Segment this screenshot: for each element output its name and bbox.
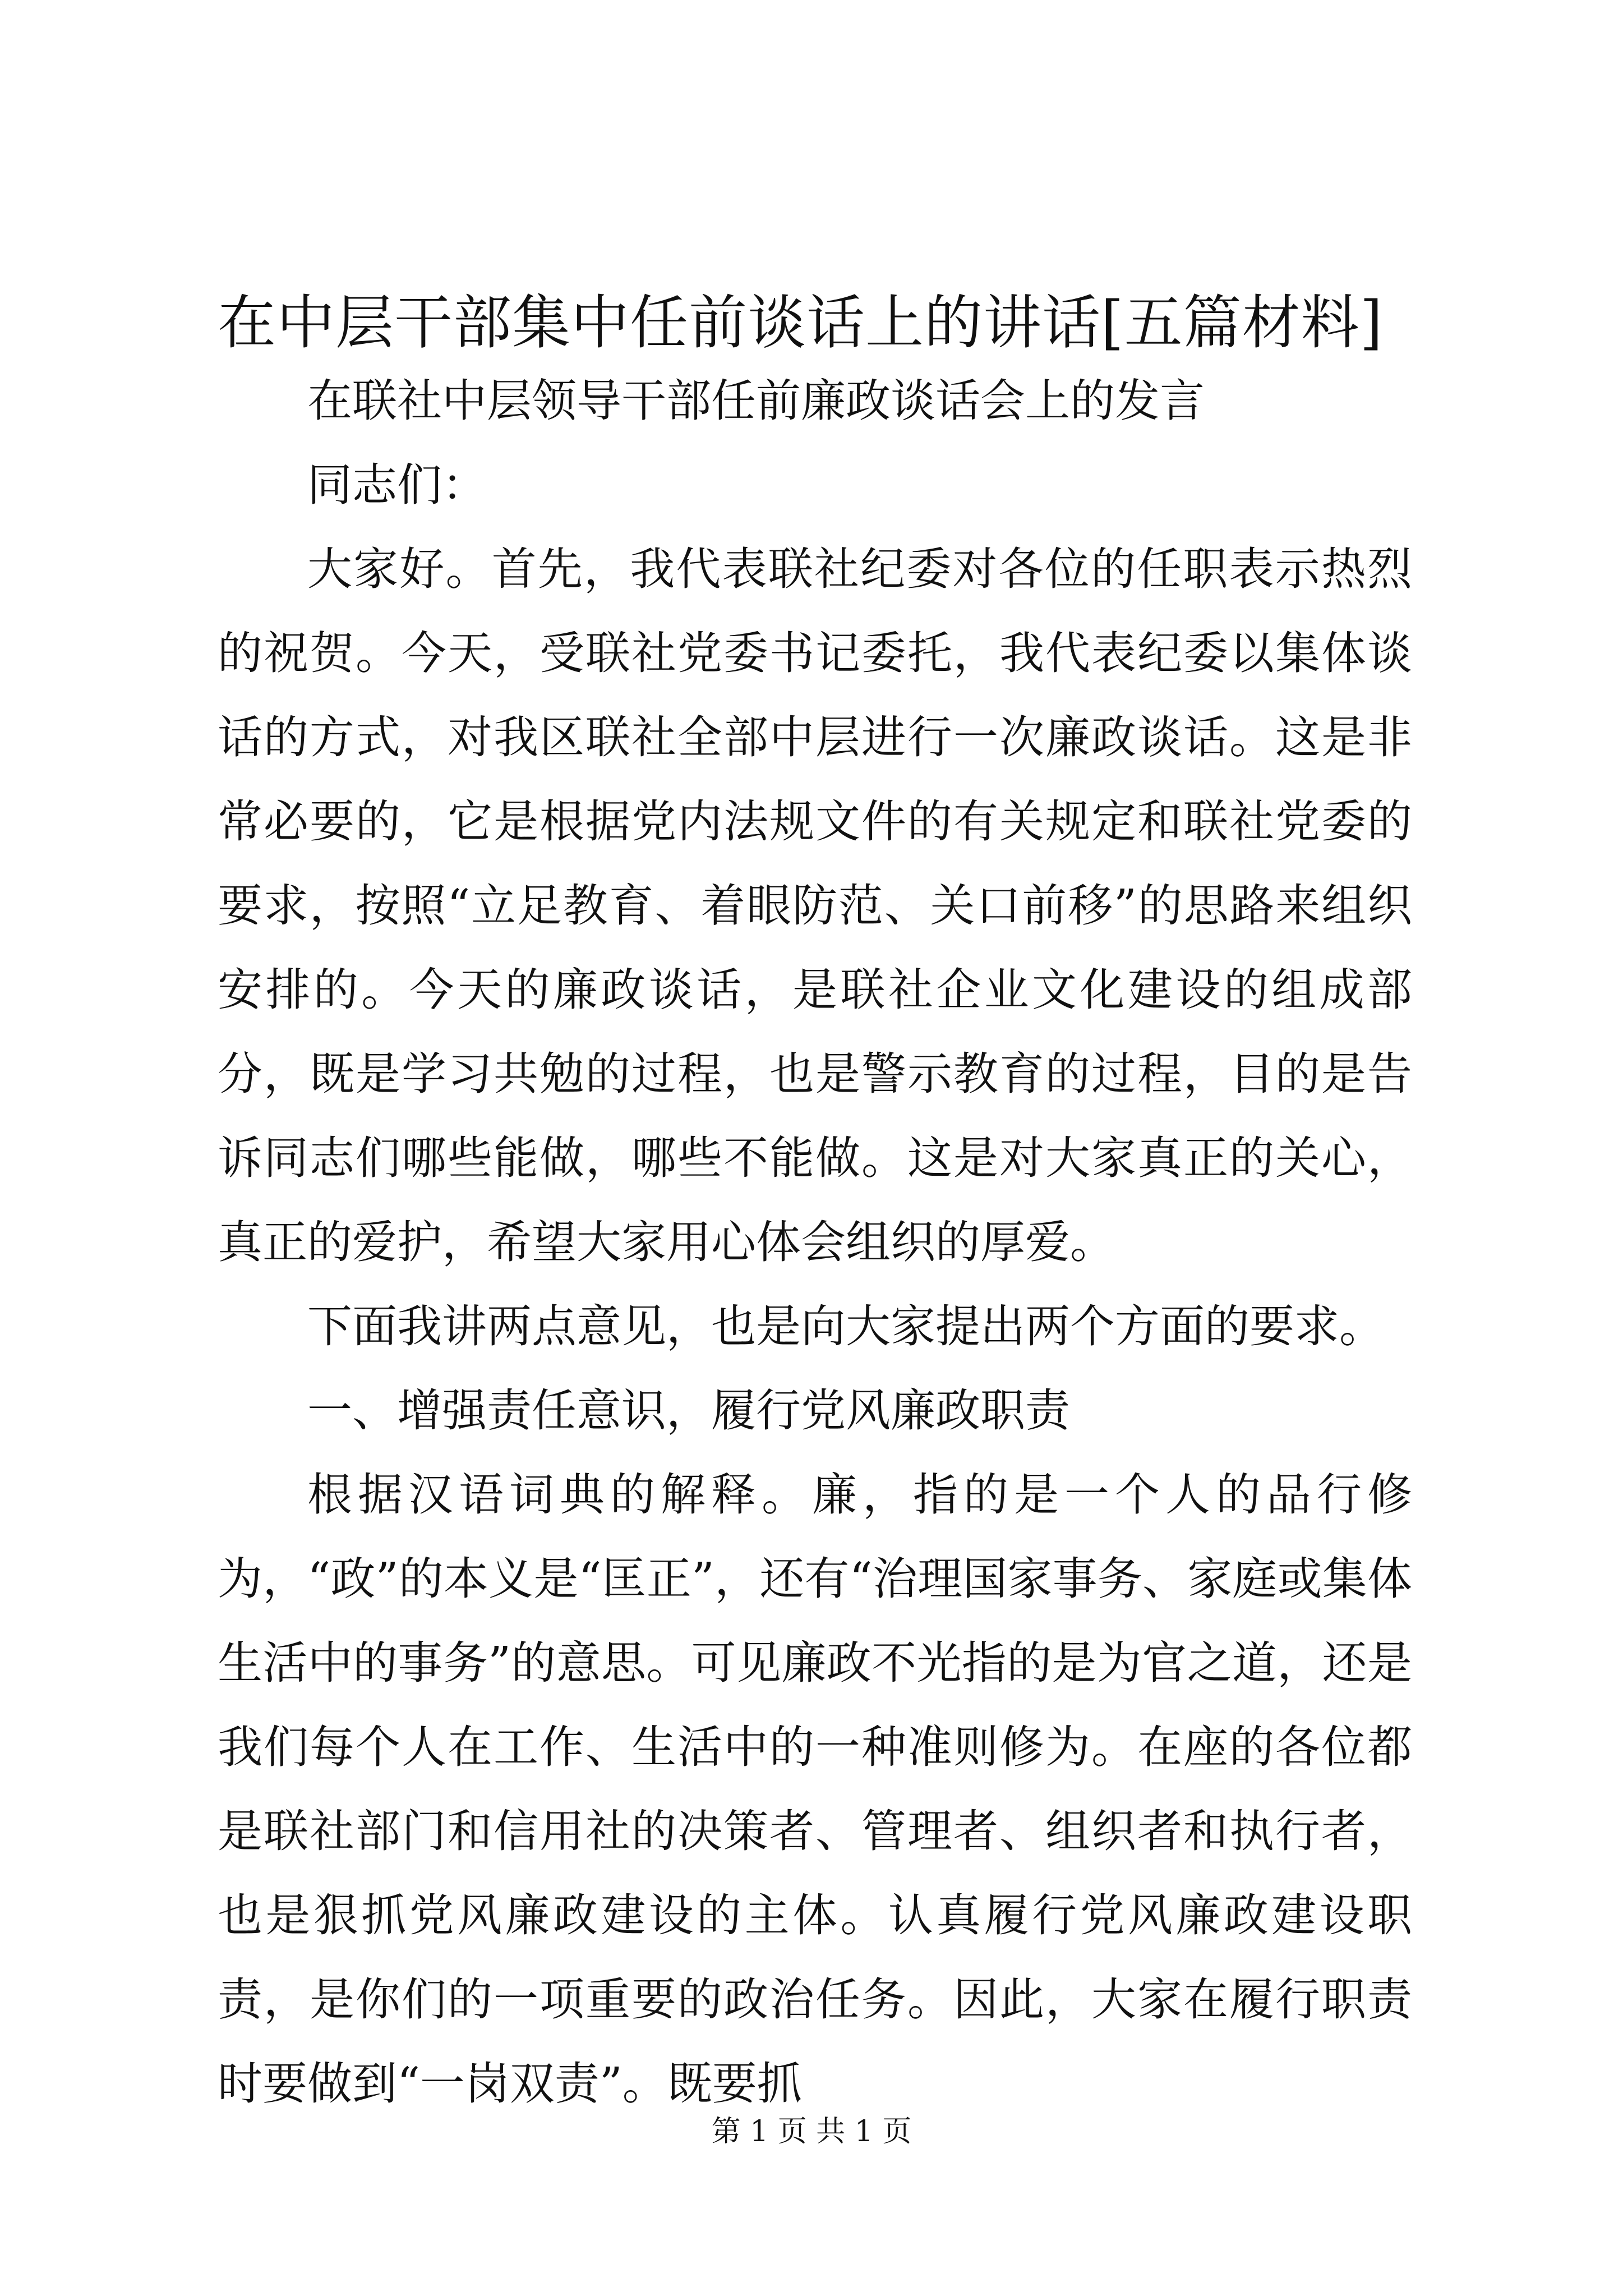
document-body <box>218 359 1412 2126</box>
page-footer: 第 1 页 共 1 页 <box>711 2115 912 2148</box>
paragraph-explanation: 根据汉语词典的解释。廉，指的是一个人的品行修为，“政”的本义是“匡正”，还有“治理国家事务、家庭或集体生活中的事务”的意思。可见廉政不光指的是为官之道，还是我们每个人在工作、生活中的一种准则修为。在座的各位都是联社部门和信用社的决策者、管理者、组织者和执行者，也是狠抓党风廉政建设的主体。认真履行党风廉政建设职责，是你们的一项重要的政治任务。因此，大家在履行职责时要做到“一岗双责”。既要抓 <box>218 1469 1412 2110</box>
paragraph-section-heading: 一、增强责任意识，履行党风廉政职责 <box>307 1384 1070 1437</box>
paragraph-opening: 大家好。首先，我代表联社纪委对各位的任职表示热烈的祝贺。今天，受联社党委书记委托，我代表纪委以集体谈话的方式，对我区联社全部中层进行一次廉政谈话。这是非常必要的，它是根据党内法规文件的有关规定和联社党委的要求，按照“立足教育、着眼防范、关口前移”的思路来组织安排的。今天的廉政谈话，是联社企业文化建设的组成部分，既是学习共勉的过程，也是警示教育的过程，目的是告诉同志们哪些能做，哪些不能做。这是对大家真正的关心，真正的爱护，希望大家用心体会组织的厚爱。 <box>218 543 1412 1268</box>
document-title: 在中层干部集中任前谈话上的讲话[五篇材料] <box>218 288 1384 357</box>
paragraph-intro-points: 下面我讲两点意见，也是向大家提出两个方面的要求。 <box>307 1300 1384 1352</box>
paragraph-subtitle: 在联社中层领导干部任前廉政谈话会上的发言 <box>307 375 1205 427</box>
paragraph-salutation: 同志们： <box>307 459 487 511</box>
